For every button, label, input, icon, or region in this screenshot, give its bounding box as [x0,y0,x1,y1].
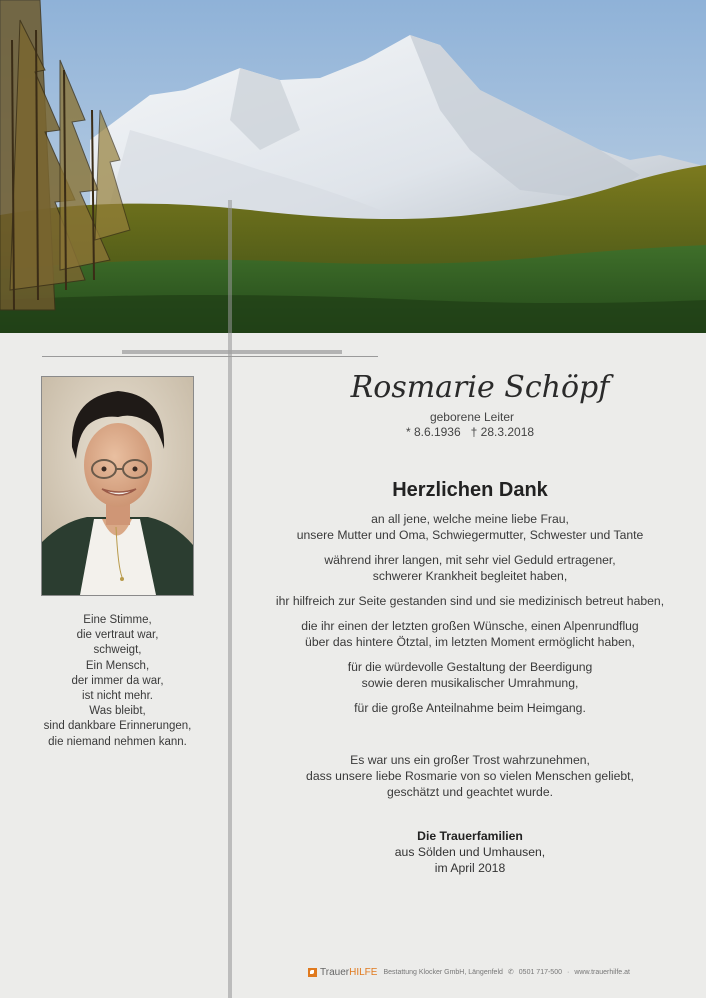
birth-date: * 8.6.1936 [405,425,461,439]
poem-line: die vertraut war, [76,629,159,642]
trauerhilfe-logo-icon [308,968,317,977]
poem-line: Was bleibt, [89,705,146,718]
cross-horizontal-bar [122,350,342,354]
logo-text-part1: Trauer [320,966,350,978]
web-icon: · [567,968,570,976]
text-line: an all jene, welche meine liebe Frau, [371,512,569,526]
thanks-text [240,511,700,809]
footer [308,966,630,978]
deceased-name: Rosmarie Schöpf [350,370,610,405]
text-line: während ihrer langen, mit sehr viel Geduld ertragener, [324,553,616,567]
death-date: † 28.3.2018 [470,425,535,439]
phone-number: 0501 717-500 [518,968,562,976]
thanks-paragraph [240,552,700,584]
maiden-name: geborene Leiter [429,410,515,424]
closing-paragraph [240,752,700,800]
poem-line: der immer da war, [71,674,164,687]
family-date: im April 2018 [434,861,506,875]
life-dates [390,425,550,439]
text-line: dass unsere liebe Rosmarie von so vielen Menschen geliebt, [306,769,634,783]
text-line: für die große Anteilnahme beim Heimgang. [354,701,586,715]
logo-text-part2: HILFE [349,966,378,978]
text-line: für die würdevolle Gestaltung der Beerdigung [347,660,593,674]
thanks-paragraph [240,659,700,691]
thanks-paragraph [240,593,700,609]
thanks-paragraph [240,700,700,716]
poem-line: Ein Mensch, [85,659,150,672]
cross-vertical-bar [228,200,232,998]
text-line: unsere Mutter und Oma, Schwiegermutter, Schwester und Tante [296,528,644,542]
thanks-heading: Herzlichen Dank [392,479,548,501]
text-line: die ihr einen der letzten großen Wünsche, einen Alpenrundflug [301,619,639,633]
family-origin: aus Sölden und Umhausen, [394,845,546,859]
website: www.trauerhilfe.at [574,968,630,976]
company-name: Bestattung Klocker GmbH, Längenfeld [383,968,503,976]
portrait-photo [41,376,194,596]
text-line: Es war uns ein großer Trost wahrzunehmen, [350,753,590,767]
family-signature [240,828,700,876]
poem-line: Eine Stimme, [83,614,152,626]
poem-line: die niemand nehmen kann. [48,735,187,748]
divider-line [42,356,378,357]
text-line: schwerer Krankheit begleitet haben, [372,569,568,583]
text-line: ihr hilfreich zur Seite gestanden sind und sie medizinisch betreut haben, [275,594,665,608]
poem-line: sind dankbare Erinnerungen, [43,720,192,733]
poem [20,613,215,750]
text-line: sowie deren musikalischer Umrahmung, [361,676,579,690]
text-line: geschätzt und geachtet wurde. [387,785,553,799]
mountain-landscape-image [0,0,706,333]
thanks-paragraph [240,618,700,650]
poem-line: schweigt, [93,644,142,657]
family-title: Die Trauerfamilien [417,829,523,843]
text-line: über das hintere Ötztal, im letzten Moment ermöglicht haben, [305,635,635,649]
poem-line: ist nicht mehr. [82,690,153,703]
phone-icon: ✆ [507,969,514,976]
thanks-paragraph [240,511,700,543]
